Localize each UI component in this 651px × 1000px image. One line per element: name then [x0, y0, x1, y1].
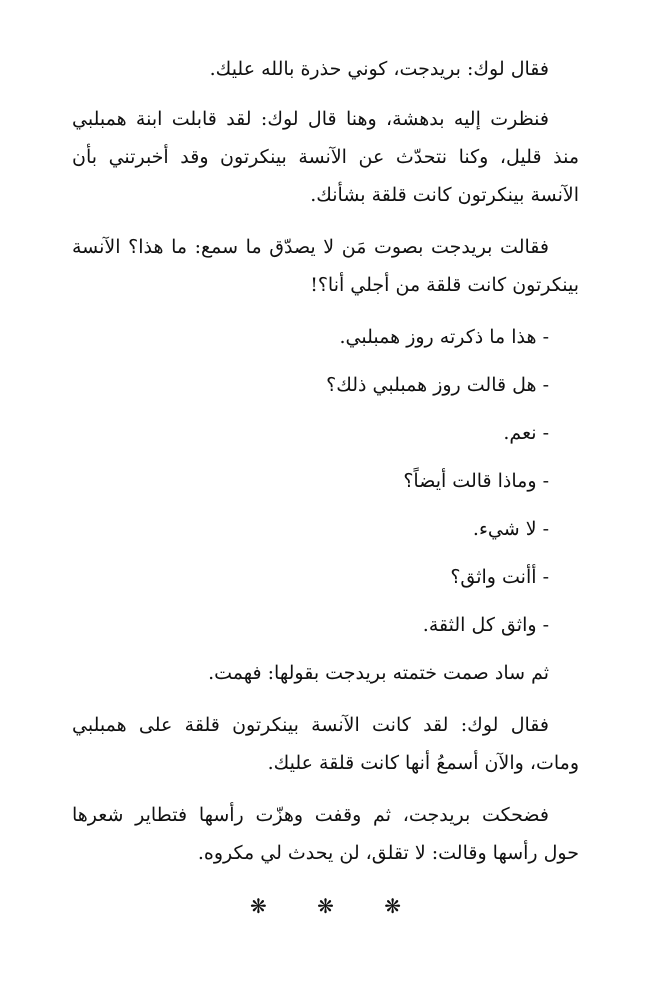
dialog-list	[72, 318, 579, 644]
dialog-line: - نعم.	[503, 422, 549, 444]
paragraph: فضحكت بريدجت، ثم وقفت وهزّت رأسها فتطاير شعرها حول رأسها وقالت: لا تقلق، لن يحدث لي مكروه.	[72, 804, 579, 864]
paragraph: فقالت بريدجت بصوت مَن لا يصدّق ما سمع: ما هذا؟ الآنسة بينكرتون كانت قلقة من أجلي أنا؟!	[72, 236, 579, 296]
section-break-ornament: ❋ ❋ ❋	[250, 894, 423, 918]
paragraph: فقال لوك: بريدجت، كوني حذرة بالله عليك.	[209, 58, 549, 80]
dialog-line: - أأنت واثق؟	[450, 566, 549, 588]
paragraph: ثم ساد صمت ختمته بريدجت بقولها: فهمت.	[208, 662, 549, 684]
paragraph: فقال لوك: لقد كانت الآنسة بينكرتون قلقة على همبلبي ومات، والآن أسمعُ أنها كانت قلقة عليك.	[72, 714, 579, 774]
dialog-line: - هل قالت روز همبلبي ذلك؟	[326, 374, 549, 396]
dialog-line: - وماذا قالت أيضاً؟	[403, 470, 549, 492]
dialog-line: - لا شيء.	[472, 518, 549, 540]
paragraph: فنظرت إليه بدهشة، وهنا قال لوك: لقد قابلت ابنة همبلبي منذ قليل، وكنا نتحدّث عن الآنسة بينكرتون وقد أخبرتني بأن الآنسة بينكرتون كانت قلقة بشأنك.	[72, 108, 579, 206]
dialog-line: - واثق كل الثقة.	[422, 614, 549, 636]
dialog-line: - هذا ما ذكرته روز همبلبي.	[339, 326, 549, 348]
book-page	[72, 50, 579, 918]
